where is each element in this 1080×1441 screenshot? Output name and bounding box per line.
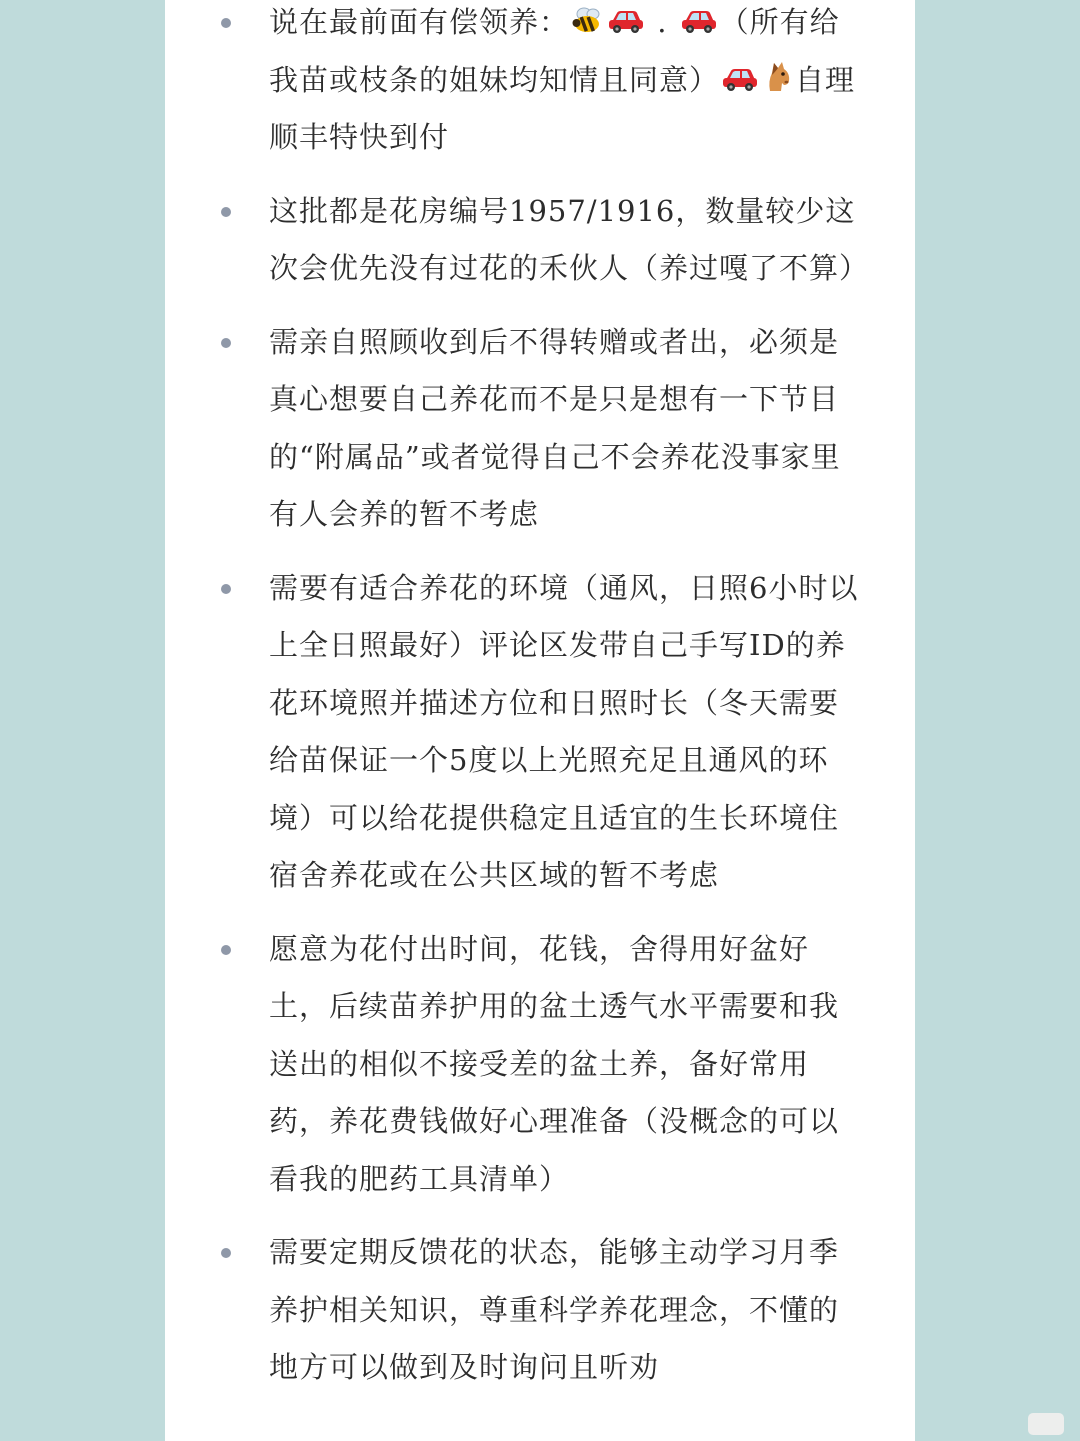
item-paren-text: （所有给我苗或枝条的姐妹均知情且同意） — [269, 5, 840, 97]
item-text: 需要有适合养花的环境（通风，日照6小时以上全日照最好）评论区发带自己手写ID的养花环境照并描述方位和日照时长（冬天需要给苗保证一个5度以上光照充足且通风的环境）可以给花提供稳定且适宜的生长环境住宿舍养花或在公共区域的暂不考虑 — [269, 570, 859, 892]
item-text: 愿意为花付出时间，花钱，舍得用好盆好土，后续苗养护用的盆土透气水平需要和我送出的相似不接受差的盆土养，备好常用药，养花费钱做好心理准备（没概念的可以看我的肥药工具清单） — [269, 931, 840, 1196]
watermark-badge — [1028, 1413, 1064, 1435]
bee-emoji-icon — [570, 5, 604, 35]
item-text: 这批都是花房编号1957/1916，数量较少这次会优先没有过花的禾伙人（养过嘎了不算） — [269, 193, 870, 285]
list-item — [165, 1224, 915, 1397]
car-emoji-icon — [720, 63, 760, 93]
bullet-dot-icon — [221, 207, 231, 217]
list-item — [165, 183, 915, 298]
bullet-dot-icon — [221, 18, 231, 28]
list-item — [165, 314, 915, 544]
item-separator: . — [647, 5, 678, 39]
horse-emoji-icon — [762, 59, 794, 93]
item-lead-text: 说在最前面有偿领养： — [269, 5, 570, 39]
list-item — [165, 0, 915, 167]
requirements-list — [165, 0, 915, 1397]
item-text: 需要定期反馈花的状态，能够主动学习月季养护相关知识，尊重科学养花理念，不懂的地方可以做到及时询问且听劝 — [269, 1235, 840, 1384]
bullet-dot-icon — [221, 584, 231, 594]
car-emoji-icon — [679, 5, 719, 35]
item-tail-text: 自理顺丰特快到付 — [269, 62, 856, 154]
bullet-dot-icon — [221, 338, 231, 348]
bullet-dot-icon — [221, 945, 231, 955]
list-item — [165, 921, 915, 1209]
car-emoji-icon — [606, 5, 646, 35]
document-page — [165, 0, 915, 1441]
item-text: 需亲自照顾收到后不得转赠或者出，必须是真心想要自己养花而不是只是想有一下节目的“附属品”或者觉得自己不会养花没事家里有人会养的暂不考虑 — [269, 324, 841, 531]
list-item — [165, 560, 915, 905]
bullet-dot-icon — [221, 1248, 231, 1258]
